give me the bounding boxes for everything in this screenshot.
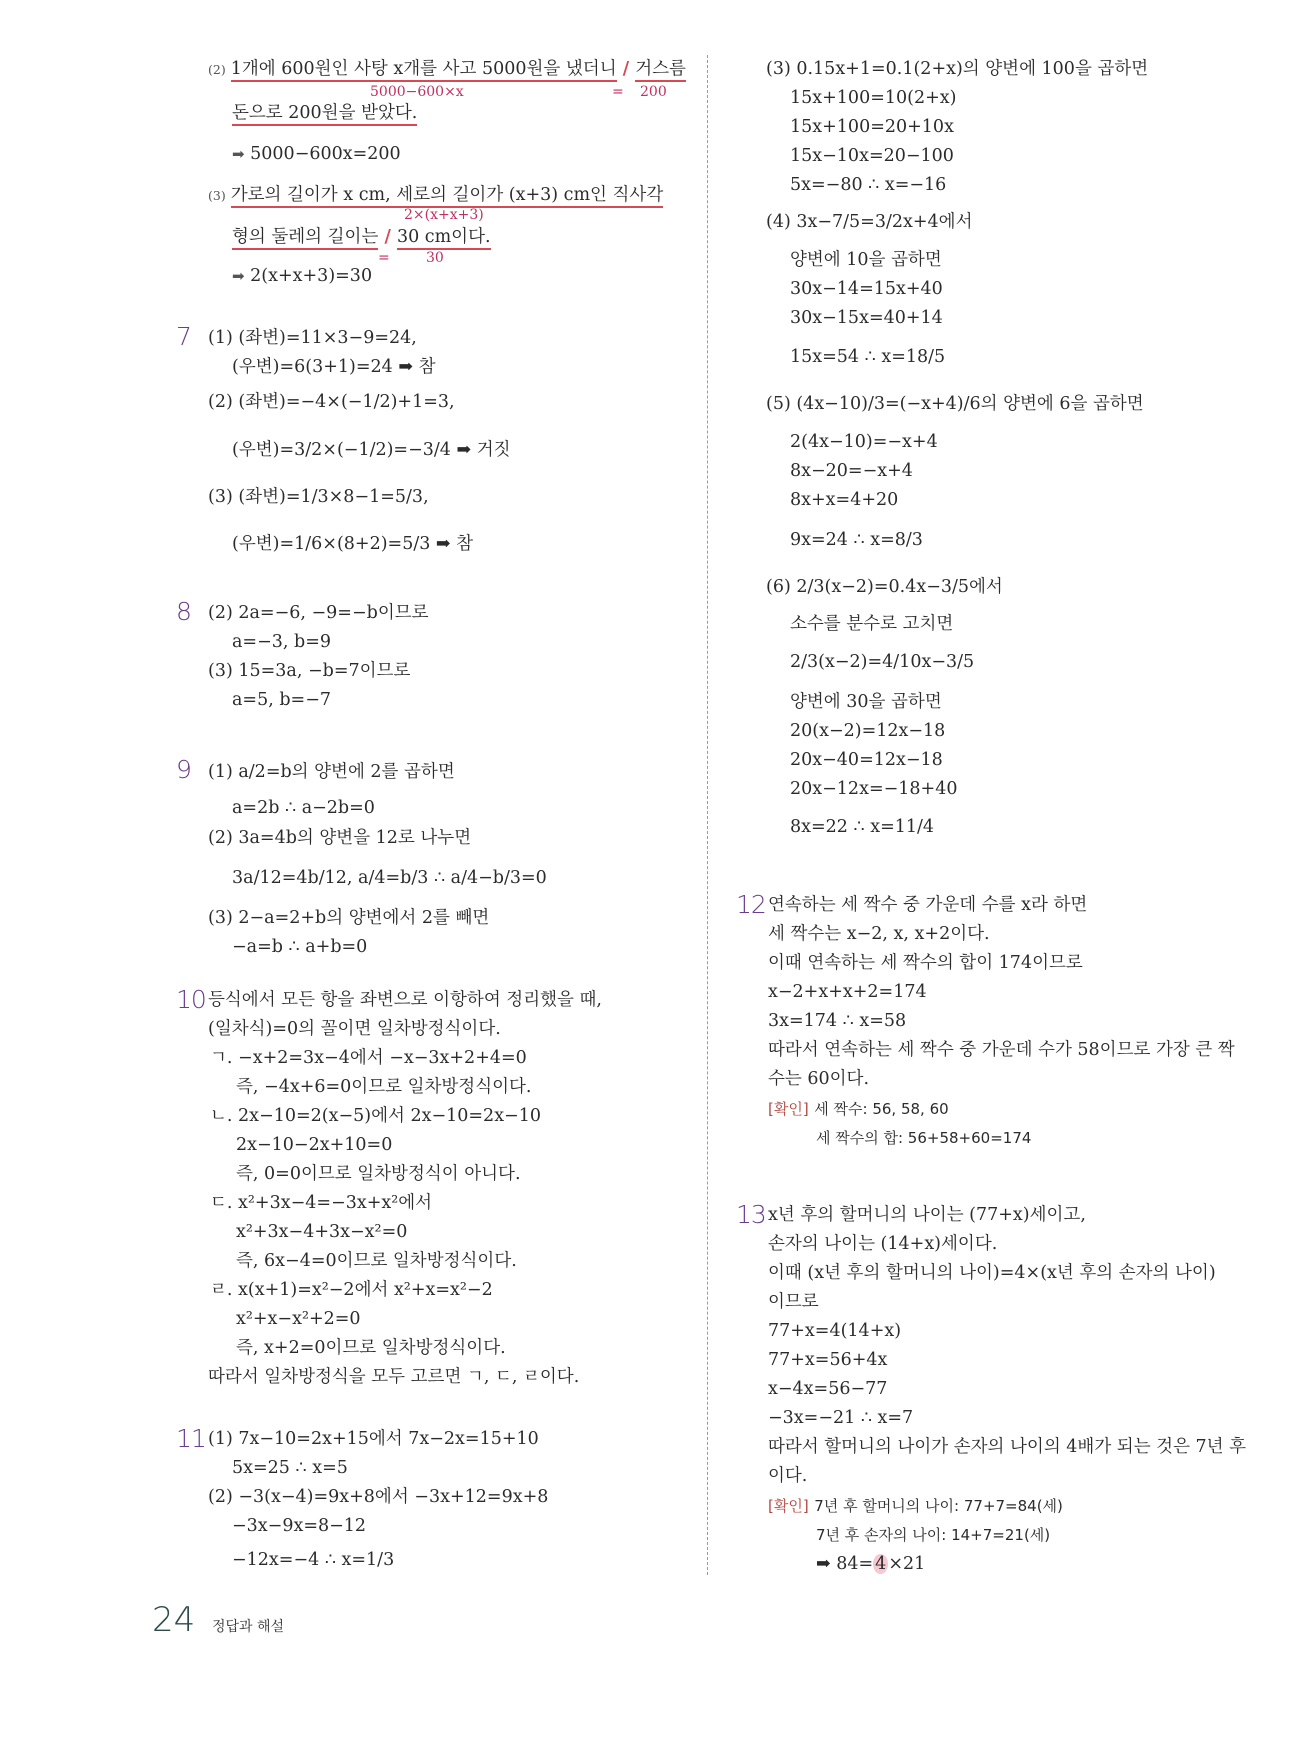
solution-line: (3) 0.15x+1=0.1(2+x)의 양변에 100을 곱하면: [766, 59, 1149, 79]
split-slash-icon: /: [616, 59, 636, 79]
solution-line: 8x+x=4+20: [790, 490, 899, 510]
solution-line: (4) 3x−7/5=3/2x+4에서: [766, 212, 973, 232]
solution-line: (5) (4x−10)/3=(−x+4)/6의 양변에 6을 곱하면: [766, 394, 1144, 414]
solution-line: 8x=22 ∴ x=11/4: [790, 817, 935, 837]
solution-line: 77+x=56+4x: [768, 1350, 888, 1370]
solution-line: 20(x−2)=12x−18: [790, 721, 946, 741]
solution-line: 3x=174 ∴ x=58: [768, 1011, 907, 1031]
solution-line: (3) (좌변)=1/3×8−1=5/3,: [208, 487, 429, 507]
solution-line: (우변)=1/6×(8+2)=5/3 ➡ 참: [232, 534, 474, 554]
solution-line: (6) 2/3(x−2)=0.4x−3/5에서: [766, 577, 1003, 597]
solution-line: 15x=54 ∴ x=18/5: [790, 347, 946, 367]
solution-line: 이때 연속하는 세 짝수의 합이 174이므로: [768, 953, 1083, 973]
solution-line: (3) 15=3a, −b=7이므로: [208, 661, 411, 681]
solution-line: 따라서 연속하는 세 짝수 중 가운데 수가 58이므로 가장 큰 짝: [768, 1040, 1235, 1060]
problem-number: 12: [736, 890, 766, 919]
solution-line: 즉, 0=0이므로 일차방정식이 아니다.: [236, 1164, 521, 1184]
solution-line: 따라서 일차방정식을 모두 고르면 ㄱ, ㄷ, ㄹ이다.: [208, 1367, 580, 1387]
solution-line: ㄱ. −x+2=3x−4에서 −x−3x+2+4=0: [210, 1048, 527, 1068]
solution-line: x−4x=56−77: [768, 1379, 888, 1399]
solution-line: (1) (좌변)=11×3−9=24,: [208, 328, 417, 348]
page-number: 24: [152, 1600, 196, 1640]
solution-line: ㄷ. x²+3x−4=−3x+x²에서: [210, 1193, 433, 1213]
solution-line: 2(4x−10)=−x+4: [790, 432, 938, 452]
solution-line: x²+3x−4+3x−x²=0: [236, 1222, 408, 1242]
solution-line: 2/3(x−2)=4/10x−3/5: [790, 652, 975, 672]
p6-3-line2: 형의 둘레의 길이는 / 30 cm이다.: [232, 225, 491, 249]
solution-line: 9x=24 ∴ x=8/3: [790, 530, 923, 550]
solution-line: x²+x−x²+2=0: [236, 1309, 361, 1329]
solution-line: 15x+100=10(2+x): [790, 88, 957, 108]
underlined-phrase: 1개에 600원인 사탕 x개를 사고 5000원을 냈더니: [231, 59, 617, 82]
solution-line: (2) 2a=−6, −9=−b이므로: [208, 603, 429, 623]
solution-line: 세 짝수는 x−2, x, x+2이다.: [768, 924, 990, 944]
check-final: ➡ 84= 4 ×21: [816, 1554, 926, 1574]
solution-line: 손자의 나이는 (14+x)세이다.: [768, 1234, 998, 1254]
solution-line: ㄴ. 2x−10=2(x−5)에서 2x−10=2x−10: [210, 1106, 541, 1126]
solution-line: 즉, x+2=0이므로 일차방정식이다.: [236, 1338, 506, 1358]
arrow-right-icon: ➡: [232, 145, 245, 163]
annotation: 2×(x+x+3): [404, 207, 484, 223]
solution-line: (일차식)=0의 꼴이면 일차방정식이다.: [208, 1019, 501, 1039]
p6-3-line1: (3) 가로의 길이가 x cm, 세로의 길이가 (x+3) cm인 직사각: [208, 183, 663, 208]
annotation: =: [612, 84, 624, 100]
solution-line: 20x−12x=−18+40: [790, 779, 958, 799]
footer-title: 정답과 해설: [212, 1619, 285, 1635]
solution-line: 이때 (x년 후의 할머니의 나이)=4×(x년 후의 손자의 나이): [768, 1263, 1216, 1283]
check-line: [확인] 7년 후 할머니의 나이: 77+7=84(세): [768, 1497, 1063, 1515]
annotation: 5000−600×x: [370, 84, 464, 100]
solution-line: 15x−10x=20−100: [790, 146, 954, 166]
solution-line: 30x−14=15x+40: [790, 279, 943, 299]
column-divider: [707, 55, 708, 1575]
check-line: 7년 후 손자의 나이: 14+7=21(세): [816, 1526, 1051, 1544]
annotation: 200: [640, 84, 667, 100]
solution-line: 이므로: [768, 1292, 819, 1312]
problem-number: 11: [176, 1424, 206, 1453]
solution-line: 5x=25 ∴ x=5: [232, 1458, 348, 1478]
solution-line: (우변)=6(3+1)=24 ➡ 참: [232, 357, 436, 377]
arrow-right-icon: ➡: [232, 267, 245, 285]
solution-line: (1) 7x−10=2x+15에서 7x−2x=15+10: [208, 1429, 539, 1449]
problem-number: 8: [176, 597, 191, 626]
solution-line: −3x=−21 ∴ x=7: [768, 1408, 914, 1428]
solution-line: (3) 2−a=2+b의 양변에서 2를 빼면: [208, 908, 490, 928]
solution-line: 이다.: [768, 1466, 808, 1486]
solution-line: a=5, b=−7: [232, 690, 332, 710]
check-line: [확인] 세 짝수: 56, 58, 60: [768, 1100, 949, 1118]
problem-number: 9: [176, 755, 191, 784]
solution-line: 양변에 10을 곱하면: [790, 250, 942, 270]
solution-line: 8x−20=−x+4: [790, 461, 913, 481]
solution-line: 30x−15x=40+14: [790, 308, 943, 328]
solution-line: a=−3, b=9: [232, 632, 332, 652]
solution-line: 3a/12=4b/12, a/4=b/3 ∴ a/4−b/3=0: [232, 868, 547, 888]
solution-line: a=2b ∴ a−2b=0: [232, 798, 375, 818]
solution-line: 77+x=4(14+x): [768, 1321, 902, 1341]
p6-2-line1: (2) 1개에 600원인 사탕 x개를 사고 5000원을 냈더니 / 거스름: [208, 57, 686, 82]
solution-line: −3x−9x=8−12: [232, 1516, 367, 1536]
solution-line: 즉, 6x−4=0이므로 일차방정식이다.: [236, 1251, 517, 1271]
solution-line: 등식에서 모든 항을 좌변으로 이항하여 정리했을 때,: [208, 990, 602, 1010]
solution-line: 따라서 할머니의 나이가 손자의 나이의 4배가 되는 것은 7년 후: [768, 1437, 1247, 1457]
problem-number: 10: [176, 985, 206, 1014]
solution-line: 연속하는 세 짝수 중 가운데 수를 x라 하면: [768, 895, 1088, 915]
solution-line: (2) 3a=4b의 양변을 12로 나누면: [208, 828, 472, 848]
solution-line: (2) −3(x−4)=9x+8에서 −3x+12=9x+8: [208, 1487, 549, 1507]
solution-line: 양변에 30을 곱하면: [790, 692, 942, 712]
check-tag: [확인]: [768, 1497, 809, 1515]
solution-line: (우변)=3/2×(−1/2)=−3/4 ➡ 거짓: [232, 440, 511, 460]
problem-number: 13: [736, 1200, 766, 1229]
solution-line: 소수를 분수로 고치면: [790, 614, 954, 634]
highlight-mark: 4: [875, 1554, 887, 1574]
annotation: 30: [426, 250, 444, 266]
solution-line: −12x=−4 ∴ x=1/3: [232, 1550, 395, 1570]
solution-line: (1) a/2=b의 양변에 2를 곱하면: [208, 762, 455, 782]
solution-line: ㄹ. x(x+1)=x²−2에서 x²+x=x²−2: [210, 1280, 493, 1300]
solution-line: 수는 60이다.: [768, 1069, 870, 1089]
p6-2-line2: 돈으로 200원을 받았다.: [232, 101, 417, 125]
p6-3-result: ➡ 2(x+x+3)=30: [232, 266, 373, 286]
solution-line: 2x−10−2x+10=0: [236, 1135, 393, 1155]
solution-line: 20x−40=12x−18: [790, 750, 943, 770]
solution-line: x년 후의 할머니의 나이는 (77+x)세이고,: [768, 1205, 1086, 1225]
check-line: 세 짝수의 합: 56+58+60=174: [816, 1129, 1032, 1147]
problem-number: 7: [176, 322, 191, 351]
solution-line: −a=b ∴ a+b=0: [232, 937, 368, 957]
solution-line: x−2+x+x+2=174: [768, 982, 927, 1002]
solution-line: 15x+100=20+10x: [790, 117, 954, 137]
split-slash-icon: /: [378, 227, 397, 247]
solution-line: 5x=−80 ∴ x=−16: [790, 175, 947, 195]
p6-2-result: ➡ 5000−600x=200: [232, 144, 401, 164]
annotation: =: [378, 250, 390, 266]
solution-line: 즉, −4x+6=0이므로 일차방정식이다.: [236, 1077, 532, 1097]
check-tag: [확인]: [768, 1100, 809, 1118]
solution-line: (2) (좌변)=−4×(−1/2)+1=3,: [208, 392, 455, 412]
